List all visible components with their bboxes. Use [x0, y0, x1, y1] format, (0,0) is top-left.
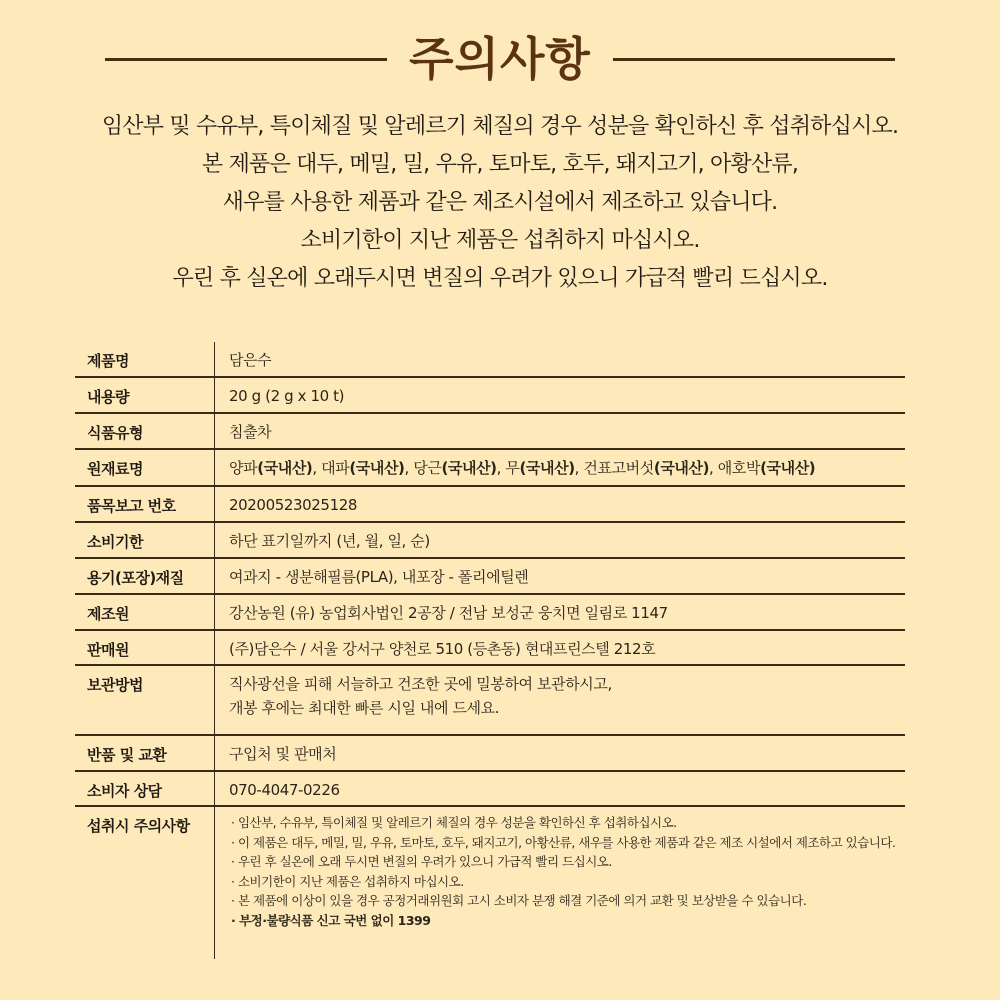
- row-label: 소비기한: [75, 523, 215, 557]
- row-value: 양파(국내산), 대파(국내산), 당근(국내산), 무(국내산), 건표고버섯(국내산), 애호박(국내산): [229, 459, 816, 477]
- intro-notice: [0, 108, 1000, 298]
- row-label: 제조원: [75, 595, 215, 629]
- ingredient-origin: (국내산): [519, 459, 575, 477]
- row-value: 20 g (2 g x 10 t): [229, 387, 345, 405]
- ingredient-origin: (국내산): [653, 459, 710, 477]
- table-row-food-type: [75, 414, 905, 450]
- row-label: 용기(포장)재질: [75, 559, 215, 593]
- intro-line: 임산부 및 수유부, 특이체질 및 알레르기 체질의 경우 성분을 확인하신 후 섭취하십시오.: [101, 114, 899, 139]
- ingredient-name: 대파: [321, 459, 350, 477]
- ingredient-name: 무: [505, 459, 520, 477]
- ingredient-origin: (국내산): [349, 459, 405, 477]
- row-label: 식품유형: [75, 414, 215, 448]
- table-row-consumer-contact: [75, 772, 905, 807]
- table-row-packaging: [75, 559, 905, 595]
- intro-line: 본 제품은 대두, 메밀, 밀, 우유, 토마토, 호두, 돼지고기, 아황산류,: [201, 152, 799, 177]
- ingredient-name: 당근: [413, 459, 442, 477]
- row-value: 침출차: [229, 423, 272, 441]
- row-value: [215, 666, 905, 734]
- row-value: 강산농원 (유) 농업회사법인 2공장 / 전남 보성군 웅치면 일림로 1147: [229, 604, 668, 622]
- row-label: 섭취시 주의사항: [75, 807, 215, 959]
- table-row-storage: [75, 666, 905, 736]
- table-row-distributor: [75, 631, 905, 666]
- caution-item: · 소비기한이 지난 제품은 섭취하지 마십시오.: [231, 873, 464, 889]
- row-value: 구입처 및 판매처: [229, 745, 337, 763]
- ingredient-origin: (국내산): [441, 459, 497, 477]
- caution-item-hotline: · 부정·불량식품 신고 국번 없이 1399: [231, 912, 431, 928]
- row-label: 보관방법: [75, 666, 215, 734]
- row-label: 소비자 상담: [75, 772, 215, 805]
- ingredient-name: 애호박: [717, 459, 761, 477]
- row-label: 품목보고 번호: [75, 487, 215, 521]
- row-value: [215, 807, 905, 959]
- ingredient-name: 건표고버섯: [583, 459, 654, 477]
- row-value: 20200523025128: [229, 496, 358, 514]
- caution-item: · 본 제품에 이상이 있을 경우 공정거래위원회 고시 소비자 분쟁 해결 기준에 의거 교환 및 보상받을 수 있습니다.: [231, 893, 807, 908]
- row-label: 원재료명: [75, 450, 215, 485]
- row-value: 여과지 - 생분해필름(PLA), 내포장 - 폴리에틸렌: [229, 568, 529, 586]
- caution-list: [229, 813, 905, 930]
- table-row-product-name: [75, 342, 905, 378]
- row-value: 하단 표기일까지 (년, 월, 일, 순): [229, 532, 430, 550]
- row-value: (주)담은수 / 서울 강서구 양천로 510 (등촌동) 현대프린스텔 212호: [229, 640, 656, 658]
- row-value: 070-4047-0226: [229, 781, 340, 799]
- caution-item: · 임산부, 수유부, 특이체질 및 알레르기 체질의 경우 성분을 확인하신 후 섭취하십시오.: [231, 815, 677, 830]
- intro-line: 새우를 사용한 제품과 같은 제조시설에서 제조하고 있습니다.: [222, 190, 778, 215]
- table-row-cautions: [75, 807, 905, 959]
- intro-line: 우린 후 실온에 오래두시면 변질의 우려가 있으니 가급적 빨리 드십시오.: [172, 266, 828, 291]
- ingredient-origin: (국내산): [760, 459, 816, 477]
- title-rule-left: [105, 58, 387, 61]
- row-label: 판매원: [75, 631, 215, 664]
- intro-line: 소비기한이 지난 제품은 섭취하지 마십시오.: [300, 228, 700, 253]
- storage-line: 직사광선을 피해 서늘하고 건조한 곳에 밀봉하여 보관하시고,: [229, 675, 612, 693]
- row-label: 반품 및 교환: [75, 736, 215, 770]
- row-label: 제품명: [75, 342, 215, 376]
- title-rule-right: [613, 58, 895, 61]
- table-row-manufacturer: [75, 595, 905, 631]
- page-title: 주의사항: [409, 32, 591, 86]
- section-header: [0, 26, 1000, 92]
- table-row-ingredients: [75, 450, 905, 487]
- product-info-table: [75, 342, 905, 959]
- table-row-report-number: [75, 487, 905, 523]
- caution-item: · 이 제품은 대두, 메밀, 밀, 우유, 토마토, 호두, 돼지고기, 아황산류, 새우를 사용한 제품과 같은 제조 시설에서 제조하고 있습니다.: [231, 834, 896, 850]
- table-row-returns: [75, 736, 905, 772]
- ingredient-origin: (국내산): [257, 459, 313, 477]
- table-row-expiry: [75, 523, 905, 559]
- row-label: 내용량: [75, 378, 215, 412]
- ingredient-name: 양파: [229, 459, 258, 477]
- caution-item: · 우린 후 실온에 오래 두시면 변질의 우려가 있으니 가급적 빨리 드십시오.: [231, 854, 612, 869]
- table-row-net-weight: [75, 378, 905, 414]
- storage-line: 개봉 후에는 최대한 빠른 시일 내에 드세요.: [229, 699, 500, 717]
- row-value: 담은수: [229, 351, 272, 369]
